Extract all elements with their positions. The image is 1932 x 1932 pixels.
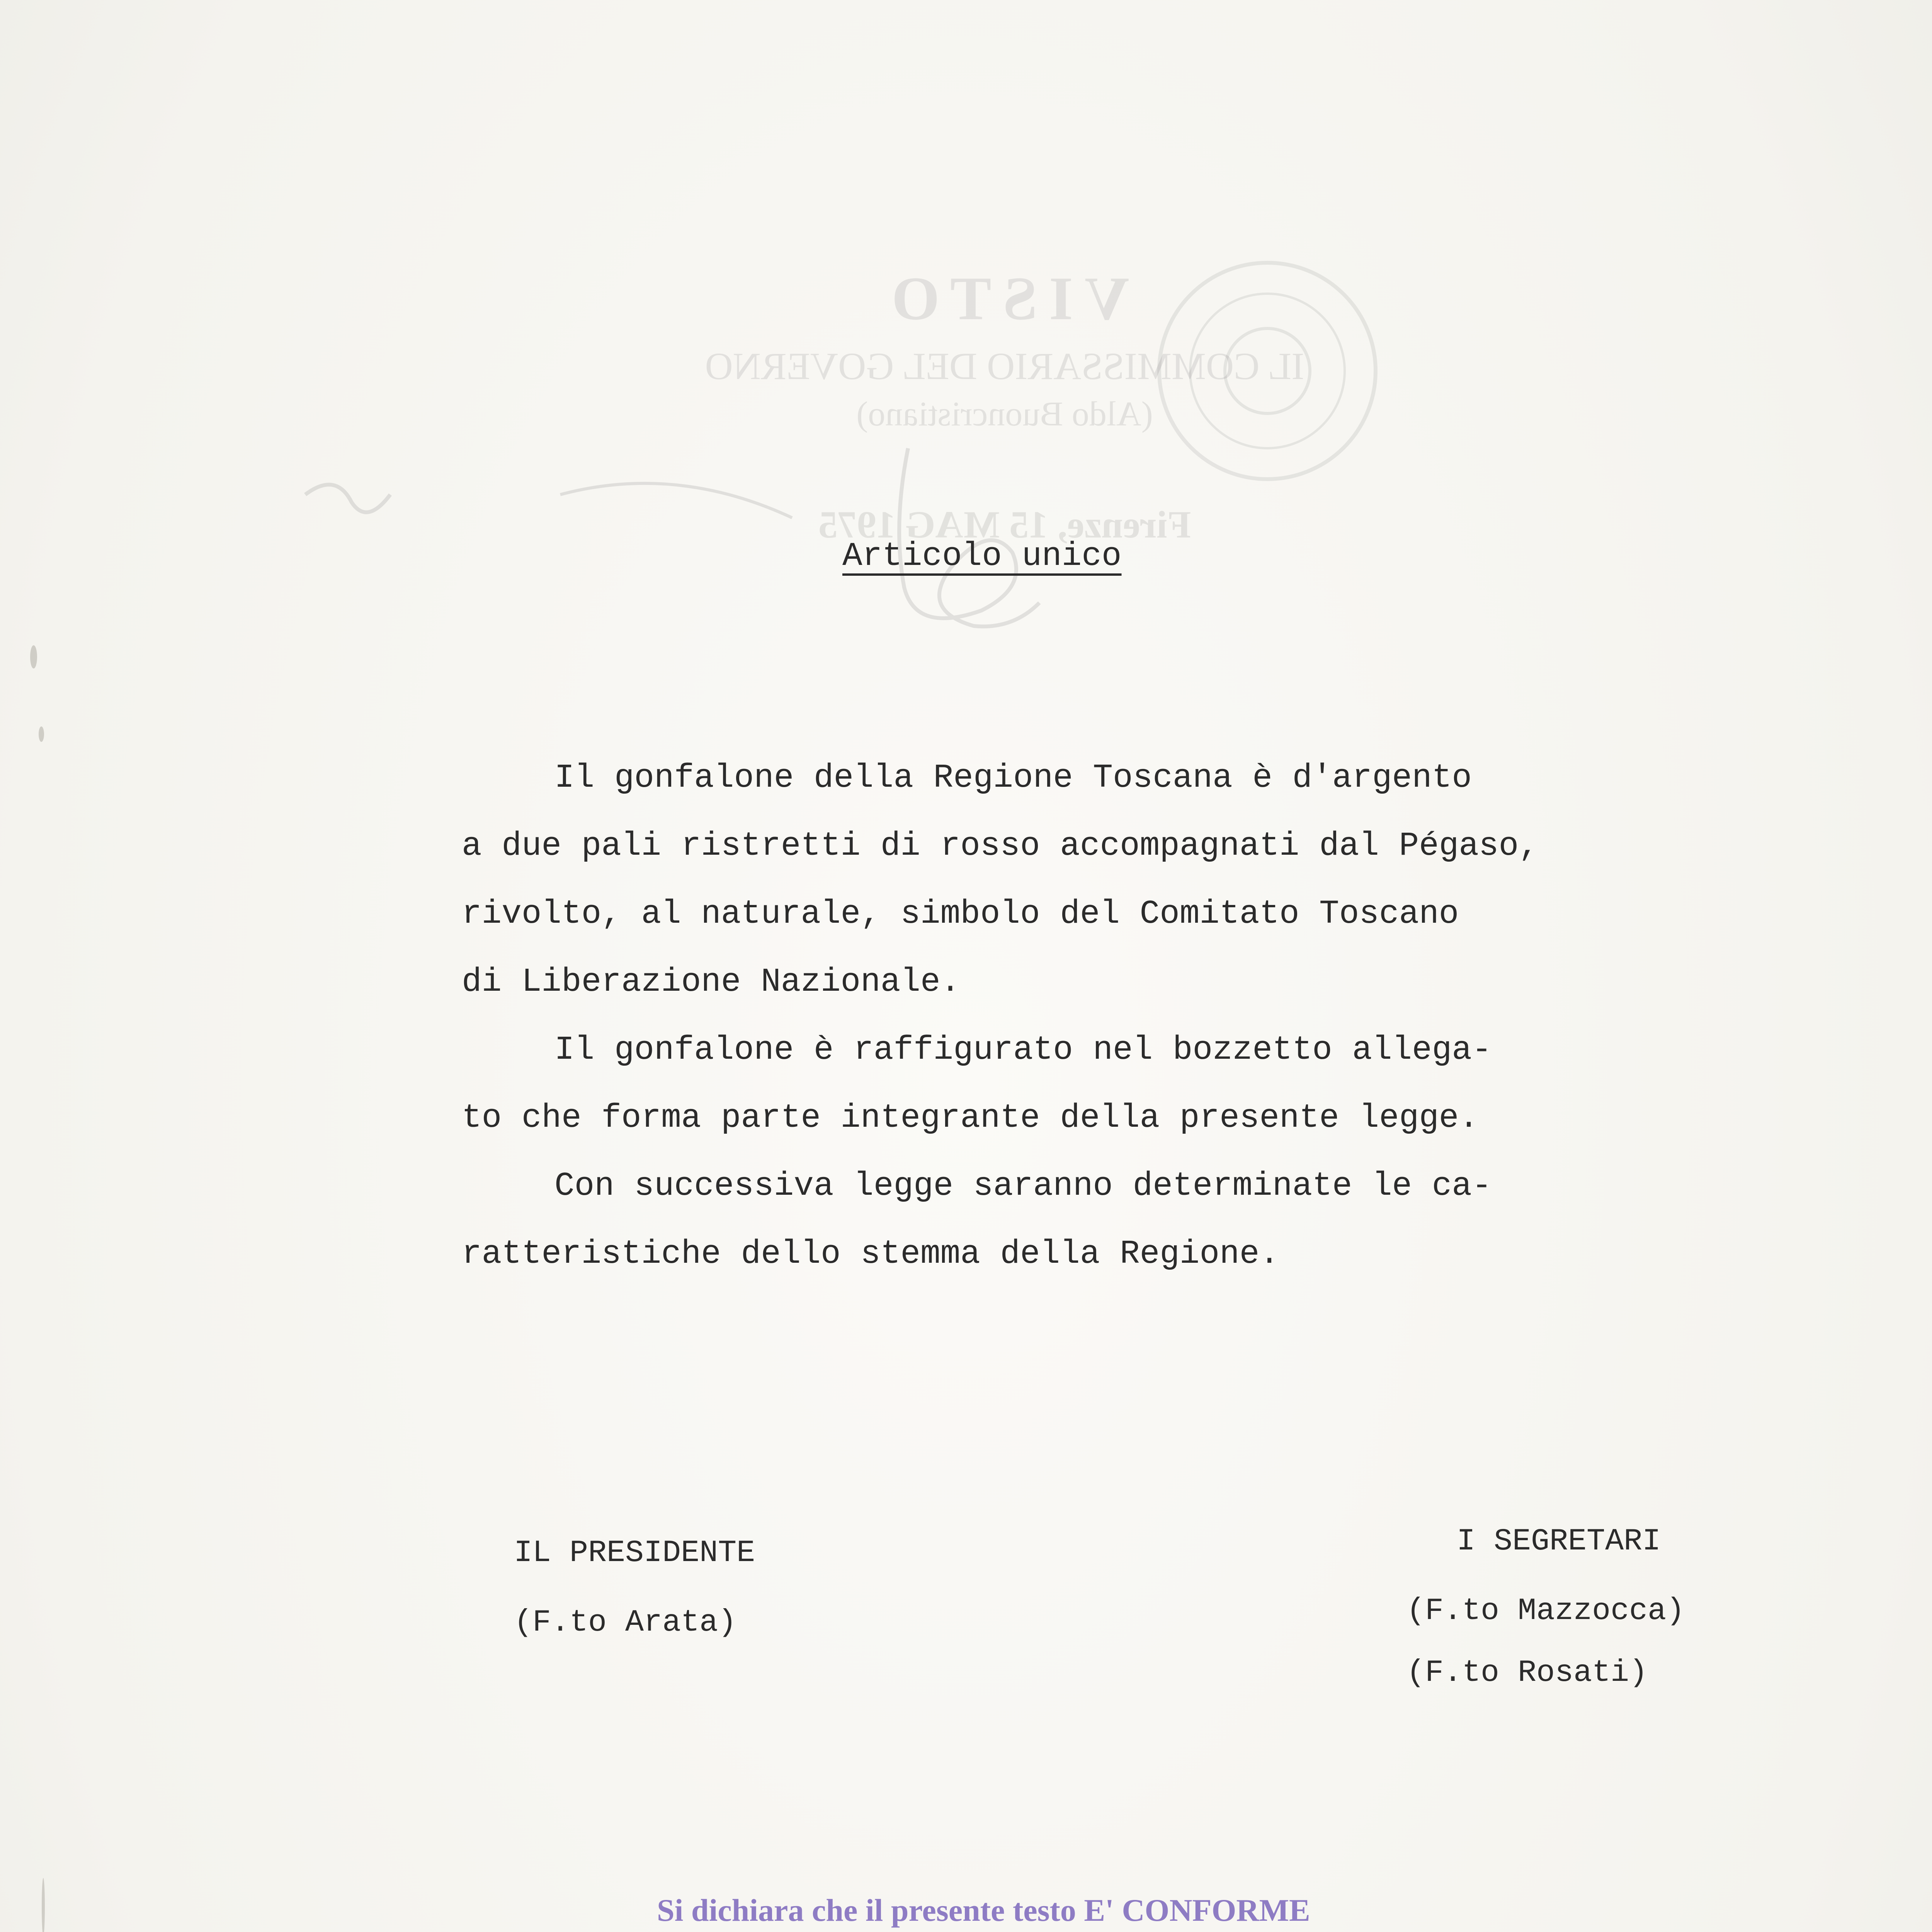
- article-line: ratteristiche dello stemma della Regione.: [462, 1235, 1279, 1273]
- ghost-date: Firenze, 15 MAG 1975: [818, 503, 1191, 546]
- ghost-name: (Aldo Buoncristiano): [856, 395, 1153, 433]
- article-line: di Liberazione Nazionale.: [462, 963, 961, 1001]
- article-line: to che forma parte integrante della presente legge.: [462, 1099, 1479, 1137]
- secretaries-title: I SEGRETARI: [1457, 1524, 1661, 1559]
- president-title: IL PRESIDENTE: [514, 1536, 755, 1571]
- article-line: a due pali ristretti di rosso accompagnati dal Pégaso,: [462, 827, 1539, 865]
- binding-mark: [39, 726, 44, 742]
- ghost-visto: VISTO: [880, 264, 1129, 333]
- conformity-line-1: Si dichiara che il presente testo E' CONFORME: [657, 1893, 1310, 1928]
- article-line: rivolto, al naturale, simbolo del Comitato Toscano: [462, 895, 1459, 933]
- article-line: Il gonfalone è raffigurato nel bozzetto allega-: [554, 1031, 1492, 1069]
- secretary-1: (F.to Mazzocca): [1406, 1594, 1685, 1629]
- article-body: [462, 744, 1698, 1288]
- article-line: Il gonfalone della Regione Toscana è d'argento: [554, 759, 1472, 797]
- article-heading: Articolo unico: [842, 537, 1122, 575]
- show-through-seal: [1151, 255, 1383, 487]
- article-line: Con successiva legge saranno determinate le ca-: [554, 1167, 1492, 1205]
- conformity-stamp: [657, 1878, 1584, 1932]
- president-signature-block: [514, 1519, 755, 1658]
- secretary-2: (F.to Rosati): [1406, 1655, 1648, 1690]
- binding-mark: [42, 1878, 45, 1932]
- binding-mark: [30, 645, 37, 668]
- secretaries-signature-block: [1406, 1507, 1685, 1700]
- ghost-commissario: IL COMMISSARIO DEL GOVERNO: [705, 345, 1304, 388]
- president-name: (F.to Arata): [514, 1605, 737, 1640]
